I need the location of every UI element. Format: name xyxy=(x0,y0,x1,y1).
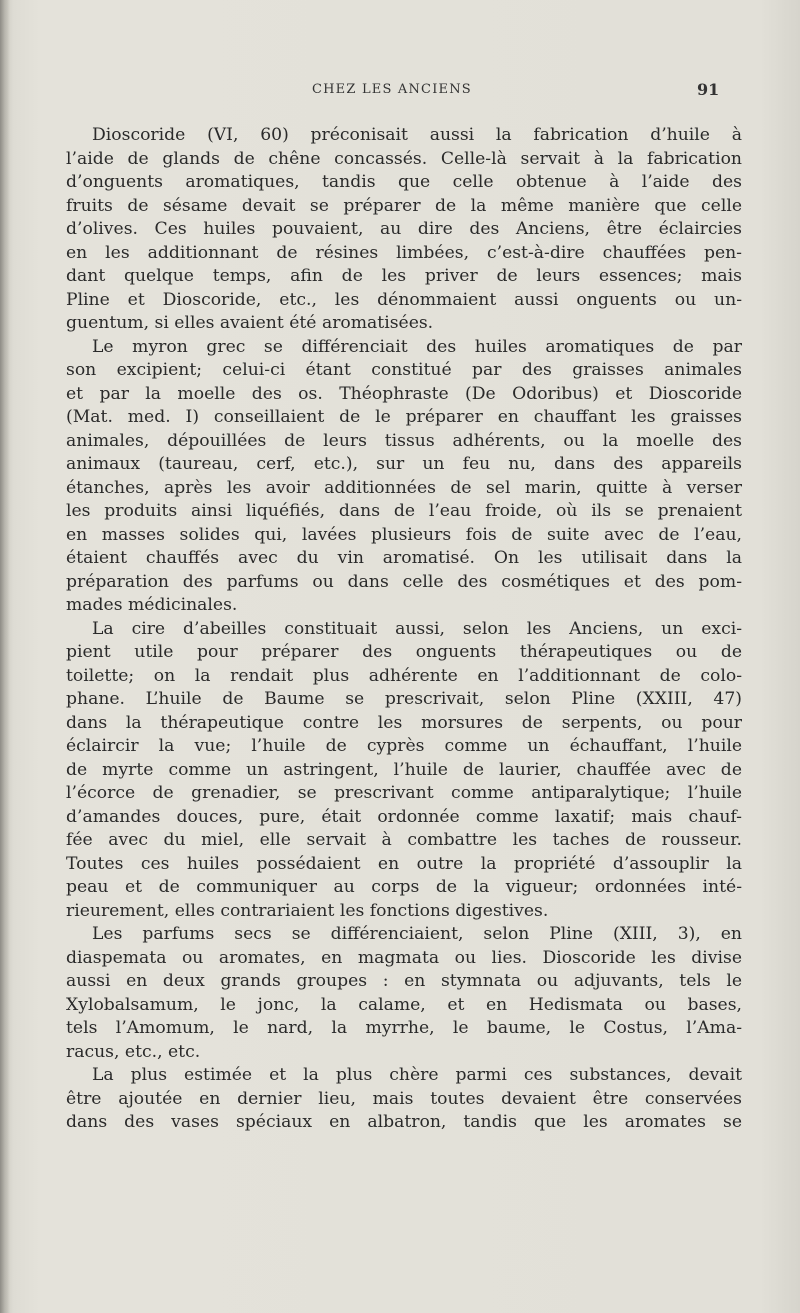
text-line: dans la thérapeutique contre les morsures de serpents, ou pour xyxy=(66,712,742,733)
text-line: racus, etc., etc. xyxy=(66,1041,201,1062)
text-line: et par la moelle des os. Théophraste (De Odoribus) et Dioscoride xyxy=(66,383,742,404)
text-line: Pline et Dioscoride, etc., les dénommaient aussi onguents ou un- xyxy=(66,289,742,310)
text-line: en masses solides qui, lavées plusieurs fois de suite avec de l’eau, xyxy=(66,524,742,545)
text-line: Xylobalsamum, le jonc, la calame, et en Hedismata ou bases, xyxy=(66,994,742,1015)
page-number: 91 xyxy=(697,80,720,99)
body-text xyxy=(66,124,742,1135)
text-line: Dioscoride (VI, 60) préconisait aussi la fabrication d’huile à xyxy=(92,125,742,145)
text-line: toilette; on la rendait plus adhérente en l’additionnant de colo- xyxy=(66,665,742,686)
text-line: guentum, si elles avaient été aromatisées. xyxy=(66,313,434,333)
text-line: (Mat. med. I) conseillaient de le préparer en chauffant les graisses xyxy=(66,407,742,427)
text-line: tels l’Amomum, le nard, la myrrhe, le baume, le Costus, l’Ama- xyxy=(66,1018,742,1038)
text-line: animaux (taureau, cerf, etc.), sur un feu nu, dans des appareils xyxy=(66,454,742,474)
text-line: aussi en deux grands groupes : en stymnata ou adjuvants, tels le xyxy=(66,971,742,991)
text-line: en les additionnant de résines limbées, c’est-à-dire chauffées pen- xyxy=(66,242,742,263)
text-line: phane. L’huile de Baume se prescrivait, selon Pline (XXIII, 47) xyxy=(66,689,742,709)
text-line: Toutes ces huiles possédaient en outre la propriété d’assouplir la xyxy=(66,853,742,874)
text-line: préparation des parfums ou dans celle des cosmétiques et des pom- xyxy=(66,571,742,592)
text-line: animales, dépouillées de leurs tissus adhérents, ou la moelle des xyxy=(66,430,742,451)
text-line: dant quelque temps, afin de les priver de leurs essences; mais xyxy=(66,266,742,286)
text-line: pient utile pour préparer des onguents thérapeutiques ou de xyxy=(66,642,742,662)
text-line: rieurement, elles contrariaient les fonctions digestives. xyxy=(66,900,549,921)
text-line: dans des vases spéciaux en albatron, tandis que les aromates se xyxy=(66,1112,742,1132)
text-line: La cire d’abeilles constituait aussi, selon les Anciens, un exci- xyxy=(92,618,742,639)
text-line: étaient chauffés avec du vin aromatisé. On les utilisait dans la xyxy=(66,548,742,568)
text-line: peau et de communiquer au corps de la vigueur; ordonnées inté- xyxy=(66,877,742,897)
text-line: fruits de sésame devait se préparer de la même manière que celle xyxy=(66,195,742,216)
text-line: d’amandes douces, pure, était ordonnée comme laxatif; mais chauf- xyxy=(66,806,742,827)
text-line: fée avec du miel, elle servait à combattre les taches de rousseur. xyxy=(66,830,742,850)
text-line: l’écorce de grenadier, se prescrivant comme antiparalytique; l’huile xyxy=(66,783,742,803)
running-title: CHEZ LES ANCIENS xyxy=(312,82,472,97)
text-line: les produits ainsi liquéfiés, dans de l’eau froide, où ils se prenaient xyxy=(66,501,742,521)
text-line: être ajoutée en dernier lieu, mais toutes devaient être conservées xyxy=(66,1088,742,1109)
text-line: La plus estimée et la plus chère parmi ces substances, devait xyxy=(92,1065,742,1085)
page-header xyxy=(0,80,800,104)
text-line: son excipient; celui-ci étant constitué par des graisses animales xyxy=(66,360,742,380)
text-line: d’olives. Ces huiles pouvaient, au dire des Anciens, être éclaircies xyxy=(66,219,742,239)
text-line: de myrte comme un astringent, l’huile de laurier, chauffée avec de xyxy=(66,759,742,780)
text-line: Les parfums secs se différenciaient, selon Pline (XIII, 3), en xyxy=(92,924,742,944)
text-line: mades médicinales. xyxy=(66,595,238,615)
text-line: l’aide de glands de chêne concassés. Celle-là servait à la fabrication xyxy=(66,148,742,169)
binding-shadow xyxy=(0,0,10,1313)
text-line: étanches, après les avoir additionnées de sel marin, quitte à verser xyxy=(66,477,742,498)
text-line: diaspemata ou aromates, en magmata ou lies. Dioscoride les divise xyxy=(66,947,742,968)
text-line: éclaircir la vue; l’huile de cyprès comme un échauffant, l’huile xyxy=(66,736,742,756)
text-line: Le myron grec se différenciait des huiles aromatiques de par xyxy=(92,336,742,357)
text-line: d’onguents aromatiques, tandis que celle obtenue à l’aide des xyxy=(66,172,742,192)
